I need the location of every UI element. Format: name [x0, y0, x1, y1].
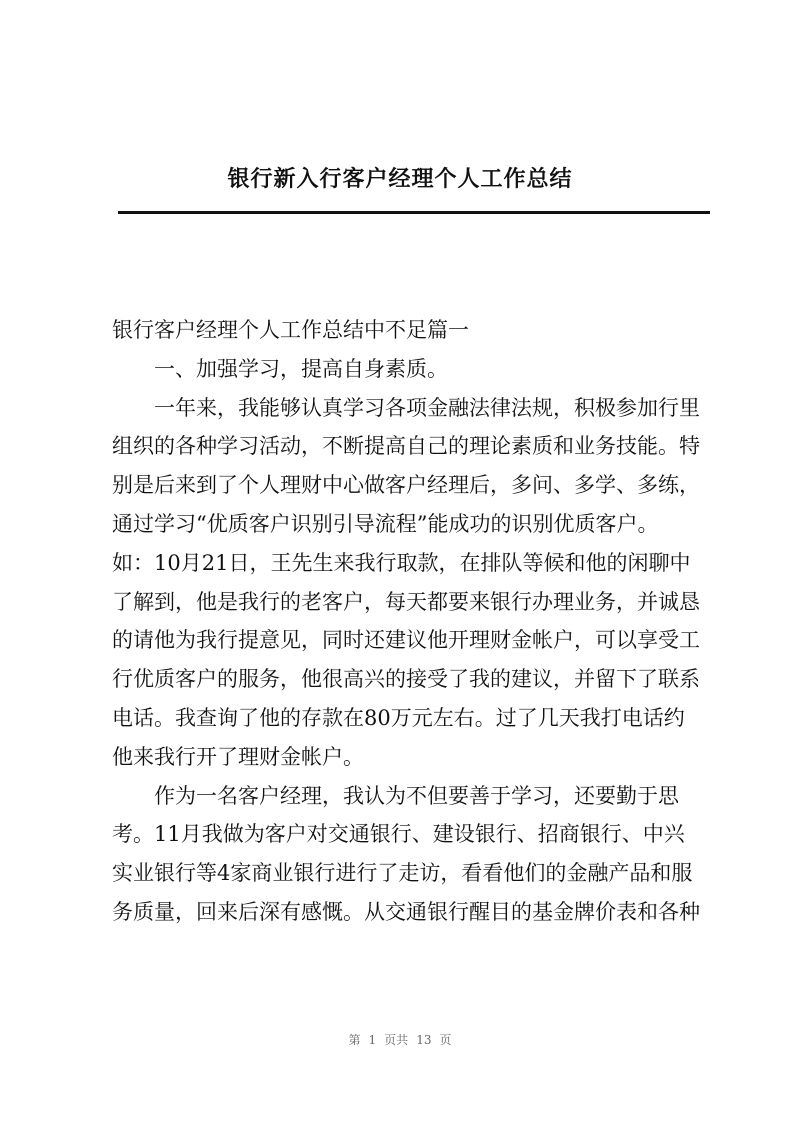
- body-line: 行优质客户的服务，他很高兴的接受了我的建议，并留下了联系: [112, 667, 700, 692]
- footer-total-pages: 13: [416, 1033, 432, 1047]
- body-line: 了解到，他是我行的老客户，每天都要来银行办理业务，并诚恳: [112, 589, 700, 614]
- body-line: 如：10月21日，王先生来我行取款，在排队等候和他的闲聊中: [112, 550, 691, 575]
- body-line: 考。11月我做为客户对交通银行、建设银行、招商银行、中兴: [112, 822, 685, 847]
- body-line: 一年来，我能够认真学习各项金融法律法规，积极参加行里: [154, 395, 700, 420]
- page-footer: [0, 1032, 800, 1048]
- body-line: 务质量，回来后深有感慨。从交通银行醒目的基金牌价表和各种: [112, 899, 700, 924]
- body-line: 银行客户经理个人工作总结中不足篇一: [112, 318, 469, 342]
- body-line: 通过学习“优质客户识别引导流程”能成功的识别优质客户。: [112, 511, 659, 536]
- body-line: 他来我行开了理财金帐户。: [112, 744, 364, 769]
- footer-page-number: 1: [368, 1033, 377, 1047]
- body-line: 一、加强学习，提高自身素质。: [154, 356, 448, 381]
- title-underline: [118, 211, 710, 214]
- body-line: 电话。我查询了他的存款在80万元左右。过了几天我打电话约: [112, 705, 685, 730]
- body-line: 作为一名客户经理，我认为不但要善于学习，还要勤于思: [154, 783, 679, 808]
- body-line: 别是后来到了个人理财中心做客户经理后，多问、多学、多练，: [112, 473, 700, 498]
- document-body: [112, 311, 712, 932]
- body-line: 实业银行等4家商业银行进行了走访，看看他们的金融产品和服: [112, 861, 693, 886]
- body-line: 组织的各种学习活动，不断提高自己的理论素质和业务技能。特: [112, 434, 700, 459]
- footer-middle: 页共: [384, 1033, 409, 1047]
- body-line: 的请他为我行提意见，同时还建议他开理财金帐户，可以享受工: [112, 628, 700, 653]
- footer-suffix: 页: [439, 1033, 452, 1047]
- document-title: 银行新入行客户经理个人工作总结: [227, 167, 573, 192]
- footer-prefix: 第: [348, 1033, 361, 1047]
